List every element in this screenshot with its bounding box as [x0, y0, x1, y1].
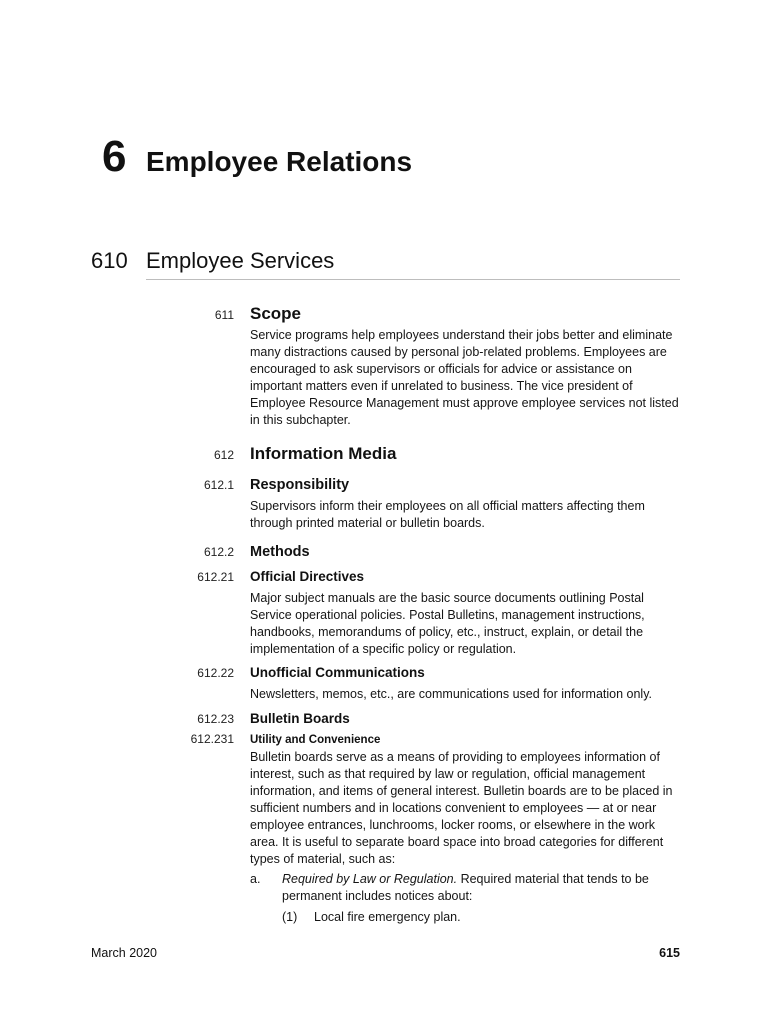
section-title: Information Media	[250, 444, 397, 463]
section-heading	[0, 444, 770, 464]
section-title: Utility and Convenience	[250, 734, 381, 746]
list-item-text: Required material that tends to be permanent includes notices about:	[282, 872, 649, 903]
section-title: Responsibility	[250, 477, 350, 493]
section-heading	[0, 477, 770, 493]
section-title: Official Directives	[250, 569, 365, 584]
part-divider	[146, 279, 680, 280]
section-heading	[0, 711, 770, 726]
section-heading	[0, 304, 770, 324]
page-number: 615	[659, 946, 680, 960]
section-body: Newsletters, memos, etc., are communications used for information only.	[250, 687, 653, 701]
section-number: 612.231	[190, 732, 234, 746]
footer-date: March 2020	[91, 946, 158, 960]
chapter-title: Employee Relations	[146, 146, 413, 177]
section-title: Methods	[250, 544, 310, 560]
part-heading	[91, 248, 680, 274]
section-title: Bulletin Boards	[250, 711, 350, 726]
chapter-number: 6	[102, 132, 127, 181]
section-title: Scope	[250, 304, 302, 323]
section-number: 612.23	[197, 712, 234, 726]
section-body: Bulletin boards serve as a means of providing to employees information of interest, such as that required by law or regulation, official management information, and items of general interest. Bulletin boards are to be placed in sufficient numbers and in locations convenient to employees — at or near employee entrances, lunchrooms, locker rooms, or elsewhere in the work area. It is useful to separate board space into broad categories for different types of material, such as:	[250, 750, 673, 866]
sub-list-item: Local fire emergency plan.	[314, 910, 461, 924]
section-number: 612.2	[203, 545, 234, 559]
section-heading	[0, 569, 770, 584]
section-number: 611	[214, 308, 234, 322]
list-marker: a.	[250, 872, 261, 886]
section-body: Major subject manuals are the basic source documents outlining Postal Service operational policies. Postal Bulletins, management instructions, handbooks, memorandums of policy, etc., instruct, explain, or detail the implementation of a specific policy or regulation.	[250, 591, 645, 656]
section-title: Unofficial Communications	[250, 665, 425, 680]
list-item	[282, 871, 682, 905]
section-heading	[0, 732, 770, 746]
sub-list-marker: (1)	[282, 910, 298, 924]
part-number: 610	[91, 248, 128, 273]
section-number: 612	[213, 448, 234, 462]
part-title: Employee Services	[146, 248, 335, 273]
section-body: Service programs help employees understand their jobs better and eliminate many distractions caused by personal job-related problems. Employees are encouraged to ask supervisors or officials for advice or assistance on important matters even if unrelated to business. The vice president of Employee Resource Management must approve employee services not listed in this subchapter.	[250, 328, 679, 427]
section-heading	[0, 544, 770, 560]
section-heading	[0, 665, 770, 680]
section-number: 612.22	[197, 666, 234, 680]
section-number: 612.21	[197, 570, 234, 584]
section-body: Supervisors inform their employees on all official matters affecting them through printed material or bulletin boards.	[250, 499, 645, 530]
chapter-heading	[102, 132, 412, 182]
section-number: 612.1	[203, 478, 234, 492]
list-item-lead: Required by Law or Regulation.	[282, 872, 458, 886]
